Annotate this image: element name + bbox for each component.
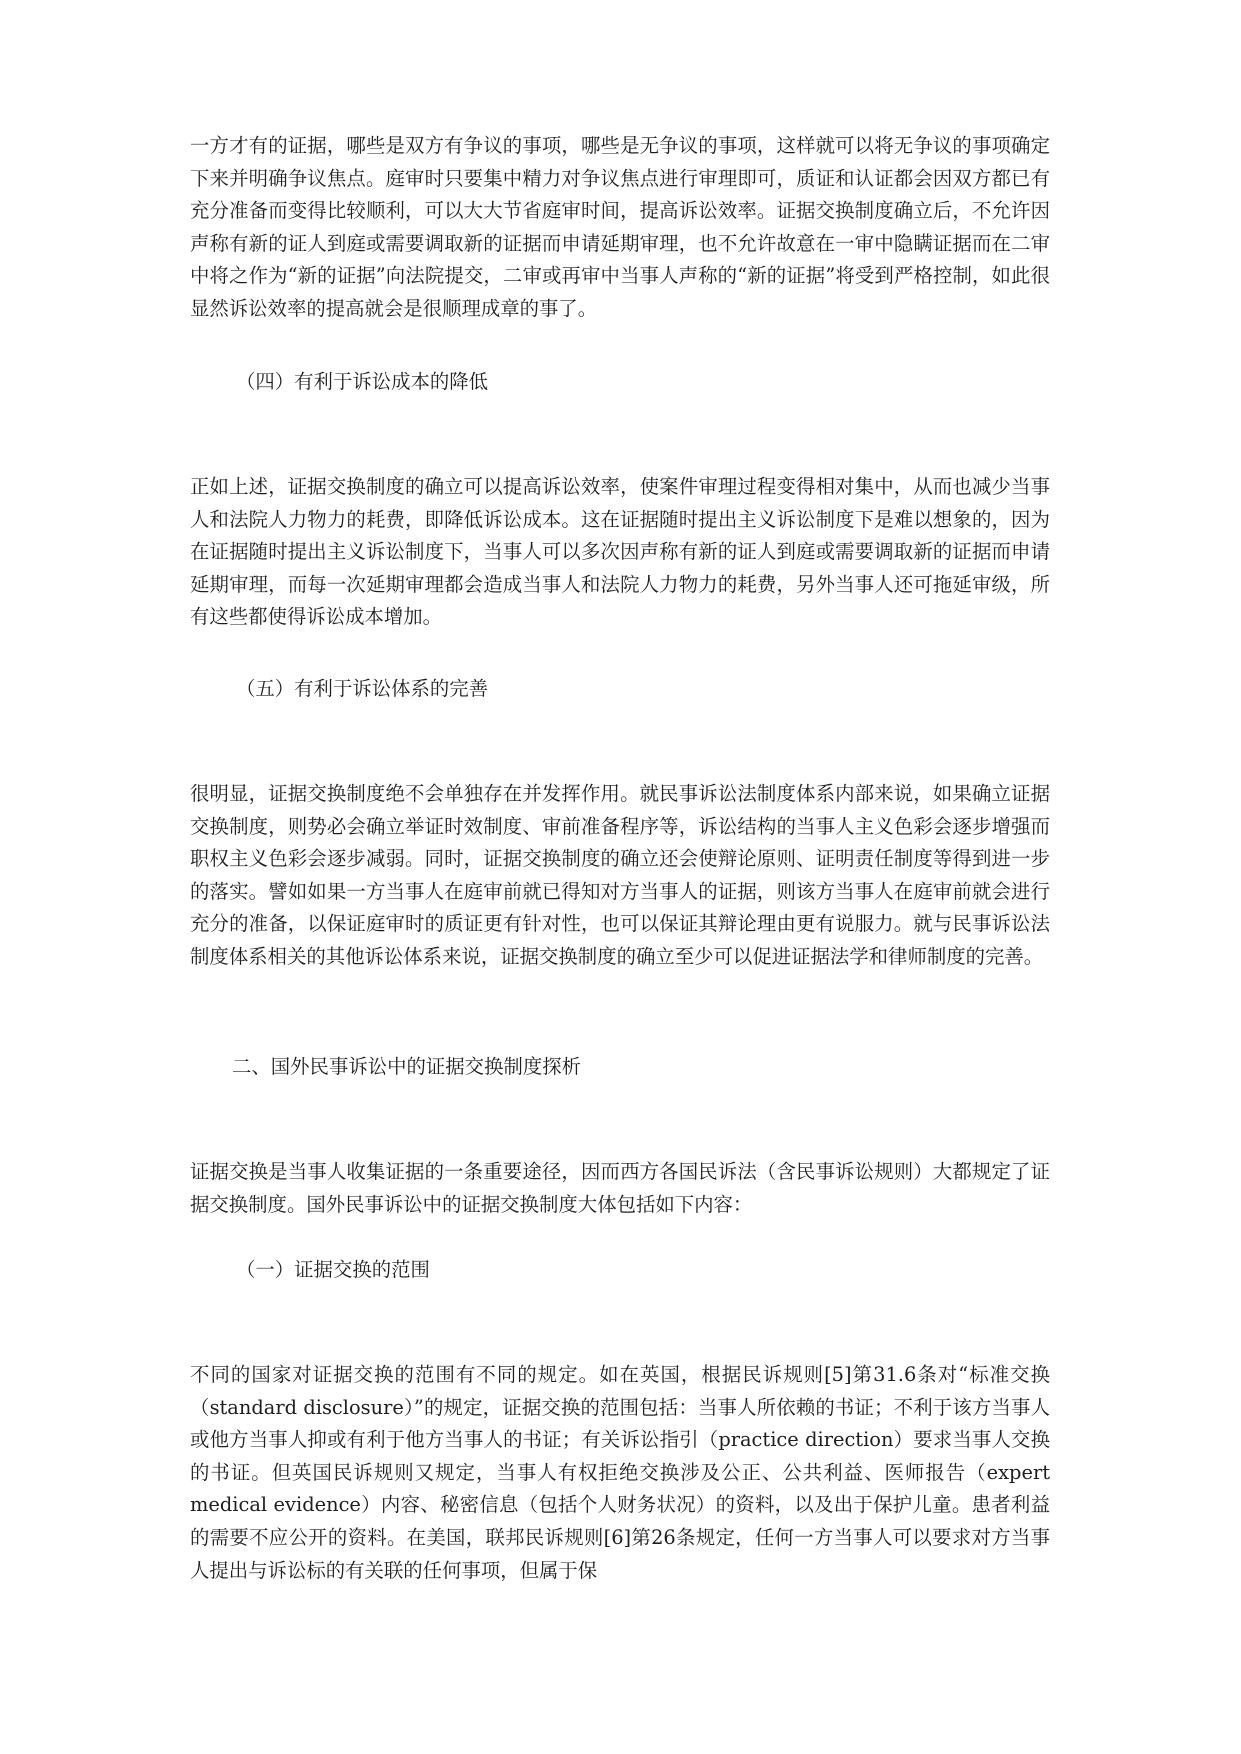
heading-exchange-scope: （一）证据交换的范围 — [236, 1258, 430, 1281]
paragraph-cost-reduction: 正如上述，证据交换制度的确立可以提高诉讼效率，使案件审理过程变得相对集中，从而也减少当事人和法院人力物力的耗费，即降低诉讼成本。这在证据随时提出主义诉讼制度下是难以想象的，因为在证据随时提出主义诉讼制度下，当事人可以多次因声称有新的证人到庭或需要调取新的证据而申请延期审理，而每一次延期审理都会造成当事人和法院人力物力的耗费，另外当事人还可拖延审级，所有这些都使得诉讼成本增加。 — [190, 475, 1050, 629]
paragraph-efficiency-continued: 一方才有的证据，哪些是双方有争议的事项，哪些是无争议的事项，这样就可以将无争议的事项确定下来并明确争议焦点。庭审时只要集中精力对争议焦点进行审理即可，质证和认证都会因双方都已有充分准备而变得比较顺利，可以大大节省庭审时间，提高诉讼效率。证据交换制度确立后，不允许因声称有新的证人到庭或需要调取新的证据而申请延期审理，也不允许故意在一审中隐瞒证据而在二审中将之作为“新的证据”向法院提交，二审或再审中当事人声称的“新的证据”将受到严格控制，如此很显然诉讼效率的提高就会是很顺理成章的事了。 — [190, 134, 1050, 320]
heading-foreign-evidence-exchange: 二、国外民事诉讼中的证据交换制度探析 — [232, 1055, 582, 1078]
paragraph-exchange-scope: 不同的国家对证据交换的范围有不同的规定。如在英国，根据民诉规则[5]第31.6条对“标准交换（standard disclosure）”的规定，证据交换的范围包括：当事人所依赖的书证；不利于该方当事人或他方当事人抑或有利于他方当事人的书证；有关诉讼指引（practice direction）要求当事人交换的书证。但英国民诉规则又规定，当事人有权拒绝交换涉及公正、公共利益、医师报告（expert medical evidence）内容、秘密信息（包括个人财务状况）的资料，以及出于保护儿童。患者利益的需要不应公开的资料。在美国，联邦民诉规则[6]第26条规定，任何一方当事人可以要求对方当事人提出与诉讼标的有关联的任何事项，但属于保 — [190, 1363, 1050, 1582]
heading-system-improvement: （五）有利于诉讼体系的完善 — [236, 677, 489, 700]
paragraph-system-improvement: 很明显，证据交换制度绝不会单独存在并发挥作用。就民事诉讼法制度体系内部来说，如果确立证据交换制度，则势必会确立举证时效制度、审前准备程序等，诉讼结构的当事人主义色彩会逐步增强而职权主义色彩会逐步减弱。同时，证据交换制度的确立还会使辩论原则、证明责任制度等得到进一步的落实。譬如如果一方当事人在庭审前就已得知对方当事人的证据，则该方当事人在庭审前就会进行充分的准备，以保证庭审时的质证更有针对性，也可以保证其辩论理由更有说服力。就与民事诉讼法制度体系相关的其他诉讼体系来说，证据交换制度的确立至少可以促进证据法学和律师制度的完善。 — [190, 782, 1050, 968]
paragraph-foreign-overview: 证据交换是当事人收集证据的一条重要途径，因而西方各国民诉法（含民事诉讼规则）大都规定了证据交换制度。国外民事诉讼中的证据交换制度大体包括如下内容： — [190, 1160, 1050, 1216]
heading-cost-reduction: （四）有利于诉讼成本的降低 — [236, 370, 489, 393]
